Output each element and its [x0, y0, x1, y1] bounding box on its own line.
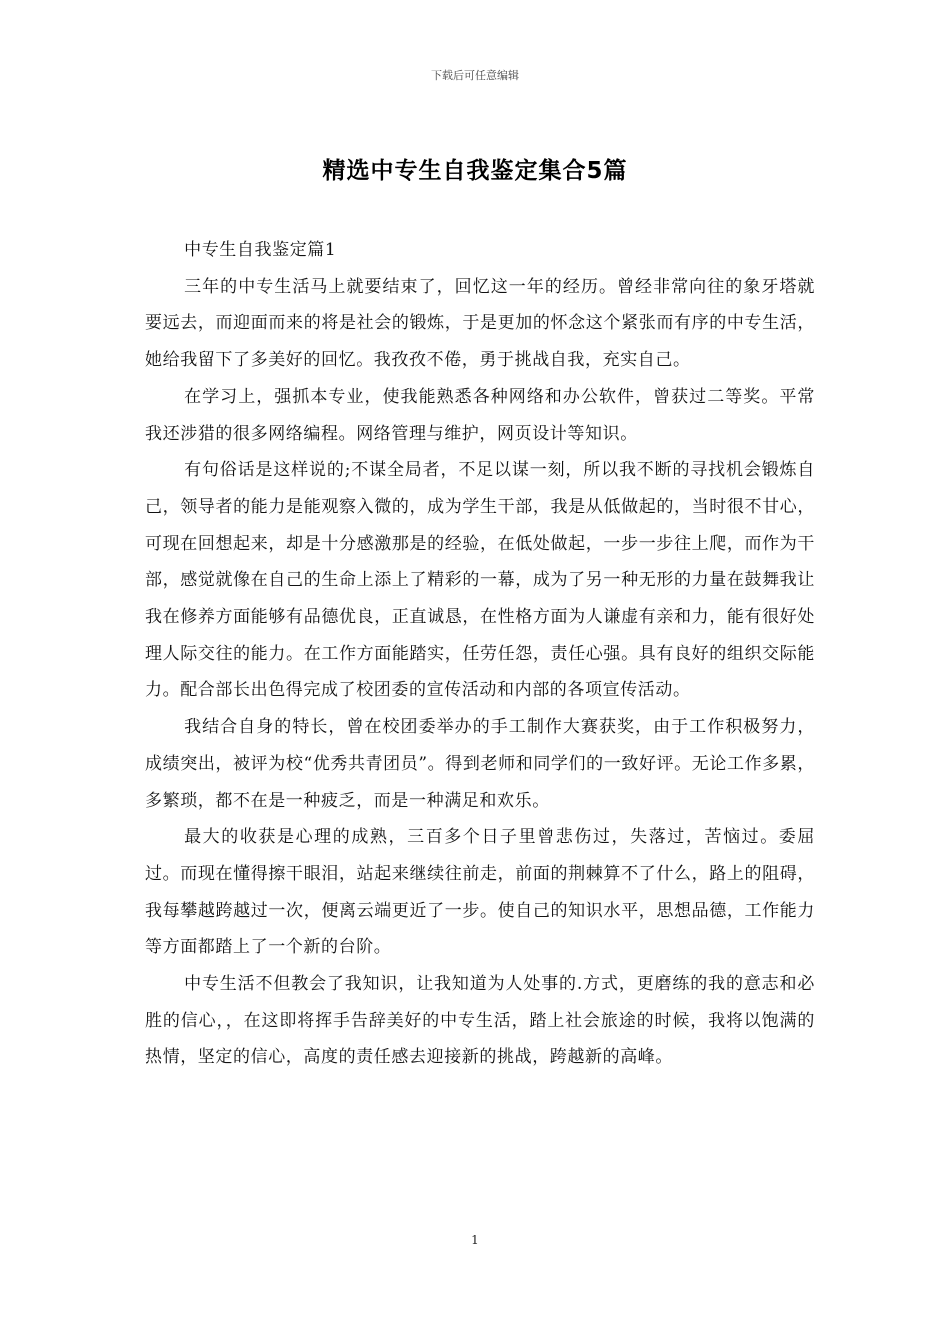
page-number: 1 [471, 1233, 479, 1247]
paragraph: 最大的收获是心理的成熟，三百多个日子里曾悲伤过，失落过，苦恼过。委屈过。而现在懂得擦干眼泪，站起来继续往前走，前面的荆棘算不了什么，路上的阻碍，我每攀越跨越过一次，便离云端更近了一步。使自己的知识水平，思想品德，工作能力等方面都踏上了一个新的台阶。 [145, 827, 815, 958]
paragraph: 三年的中专生活马上就要结束了，回忆这一年的经历。曾经非常向往的象牙塔就要远去，而迎面而来的将是社会的锻炼，于是更加的怀念这个紧张而有序的中专生活，她给我留下了多美好的回忆。我孜孜不倦，勇于挑战自我，充实自己。 [145, 276, 815, 371]
paragraph: 在学习上，强抓本专业，使我能熟悉各种网络和办公软件，曾获过二等奖。平常我还涉猎的很多网络编程。网络管理与维护，网页设计等知识。 [145, 386, 815, 444]
header-note: 下载后可任意编辑 [431, 69, 519, 82]
paragraph: 中专生活不但教会了我知识，让我知道为人处事的.方式，更磨练的我的意志和必胜的信心，，在这即将挥手告辞美好的中专生活，踏上社会旅途的时候，我将以饱满的热情，坚定的信心，高度的责任感去迎接新的挑战，跨越新的高峰。 [145, 974, 815, 1068]
paragraph: 有句俗话是这样说的;不谋全局者，不足以谋一刻，所以我不断的寻找机会锻炼自己，领导者的能力是能观察入微的，成为学生干部，我是从低做起的，当时很不甘心，可现在回想起来，却是十分感激那是的经验，在低处做起，一步一步往上爬，而作为干部，感觉就像在自己的生命上添上了精彩的一幕，成为了另一种无形的力量在鼓舞我让我在修养方面能够有品德优良，正直诚恳，在性格方面为人谦虚有亲和力，能有很好处理人际交往的能力。在工作方面能踏实，任劳任怨，责任心强。具有良好的组织交际能力。配合部长出色得完成了校团委的宣传活动和内部的各项宣传活动。 [145, 460, 815, 701]
document-title: 精选中专生自我鉴定集合5篇 [322, 158, 628, 184]
section-heading: 中专生自我鉴定篇1 [184, 240, 337, 260]
paragraph: 我结合自身的特长，曾在校团委举办的手工制作大赛获奖，由于工作积极努力，成绩突出，被评为校“优秀共青团员”。得到老师和同学们的一致好评。无论工作多累，多繁琐，都不在是一种疲乏，而是一种满足和欢乐。 [145, 717, 815, 811]
document-body [145, 232, 815, 1076]
